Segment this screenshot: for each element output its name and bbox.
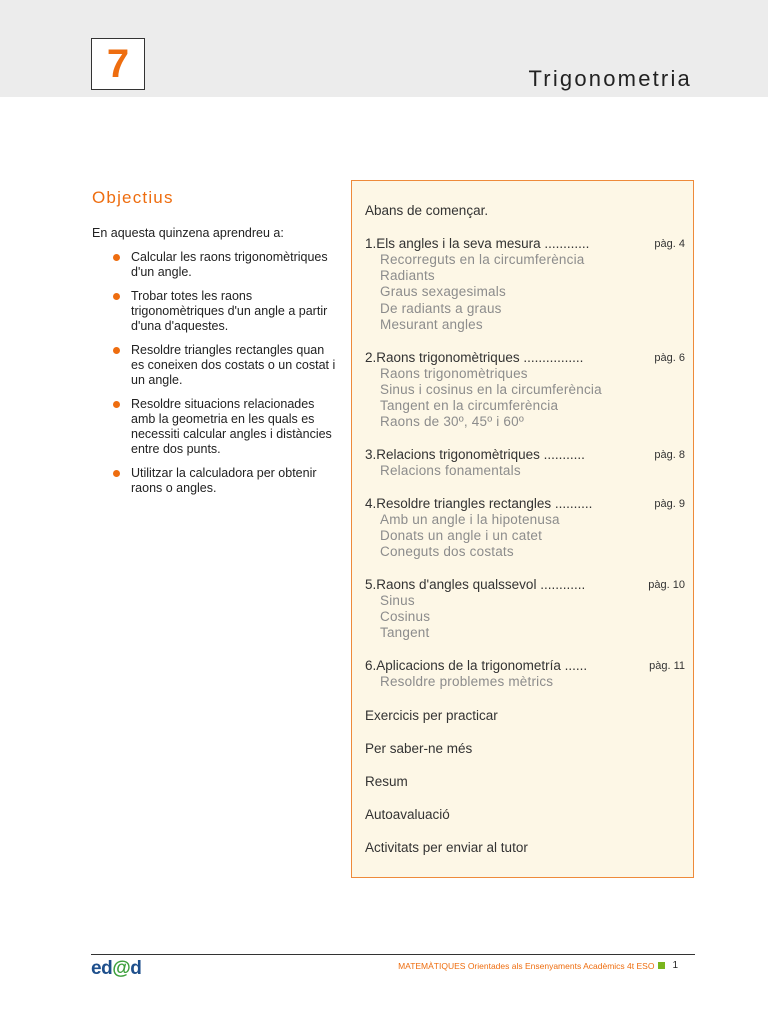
toc-extra-exercises[interactable]: Exercicis per practicar bbox=[365, 708, 498, 723]
footer-rule bbox=[91, 954, 695, 955]
toc-section-title: 2.Raons trigonomètriques ................ bbox=[365, 350, 584, 365]
logo-part: d bbox=[130, 958, 142, 979]
objective-item bbox=[111, 289, 339, 334]
objective-item bbox=[111, 397, 339, 457]
toc-section-2[interactable] bbox=[365, 350, 685, 365]
toc-extra-activities[interactable]: Activitats per enviar al tutor bbox=[365, 840, 528, 855]
toc-subitem[interactable]: Resoldre problemes mètrics bbox=[380, 674, 554, 689]
bullet-icon bbox=[113, 347, 120, 354]
toc-subitem[interactable]: Graus sexagesimals bbox=[380, 284, 506, 299]
chapter-number: 7 bbox=[91, 38, 145, 90]
toc-subitem[interactable]: Recorreguts en la circumferència bbox=[380, 252, 585, 267]
toc-extra-more[interactable]: Per saber-ne més bbox=[365, 741, 473, 756]
objective-text: Resoldre situacions relacionades amb la geometria en les quals es necessiti calcular angles i distàncies entre dos punts. bbox=[131, 397, 332, 456]
toc-subitem[interactable]: Raons de 30º, 45º i 60º bbox=[380, 414, 524, 429]
toc-page-number: pàg. 4 bbox=[654, 238, 685, 250]
objective-item bbox=[111, 250, 339, 280]
toc-section-6[interactable] bbox=[365, 658, 685, 673]
toc-page-number: pàg. 8 bbox=[654, 449, 685, 461]
toc-subitem[interactable]: Radiants bbox=[380, 268, 435, 283]
toc-subitem[interactable]: Sinus i cosinus en la circumferència bbox=[380, 382, 602, 397]
logo-part: ed bbox=[91, 958, 113, 979]
toc-section-5[interactable] bbox=[365, 577, 685, 592]
toc-section-title: 5.Raons d'angles qualssevol ............ bbox=[365, 577, 586, 592]
objectives-list bbox=[111, 250, 339, 505]
logo-ring: @ bbox=[112, 958, 131, 979]
toc-subitem[interactable]: Tangent en la circumferència bbox=[380, 398, 559, 413]
objective-text: Trobar totes les raons trigonomètriques d'un angle a partir d'una d'aquestes. bbox=[131, 289, 328, 333]
page-title: Trigonometria bbox=[528, 66, 692, 91]
toc-section-4[interactable] bbox=[365, 496, 685, 511]
toc-page-number: pàg. 10 bbox=[648, 579, 685, 591]
toc-subitem[interactable]: Relacions fonamentals bbox=[380, 463, 521, 478]
objectives-intro: En aquesta quinzena aprendreu a: bbox=[92, 226, 284, 240]
toc-section-title: 4.Resoldre triangles rectangles .......... bbox=[365, 496, 593, 511]
objective-text: Utilitzar la calculadora per obtenir raons o angles. bbox=[131, 466, 317, 495]
bullet-icon bbox=[113, 401, 120, 408]
bullet-icon bbox=[113, 254, 120, 261]
toc-section-title: 6.Aplicacions de la trigonometría ...... bbox=[365, 658, 588, 673]
page-number: 1 bbox=[672, 960, 678, 971]
toc-before[interactable]: Abans de començar. bbox=[365, 203, 489, 218]
toc-extra-selfassessment[interactable]: Autoavaluació bbox=[365, 807, 450, 822]
toc-subitem[interactable]: Coneguts dos costats bbox=[380, 544, 514, 559]
objectives-heading: Objectius bbox=[92, 188, 174, 207]
objective-item bbox=[111, 343, 339, 388]
toc-subitem[interactable]: Sinus bbox=[380, 593, 415, 608]
toc-subitem[interactable]: Donats un angle i un catet bbox=[380, 528, 543, 543]
objective-text: Calcular les raons trigonomètriques d'un angle. bbox=[131, 250, 328, 279]
toc-subitem[interactable]: Mesurant angles bbox=[380, 317, 483, 332]
bullet-icon bbox=[113, 293, 120, 300]
objective-item bbox=[111, 466, 339, 496]
toc-section-3[interactable] bbox=[365, 447, 685, 462]
toc-extra-summary[interactable]: Resum bbox=[365, 774, 408, 789]
bullet-icon bbox=[113, 470, 120, 477]
toc-subitem[interactable]: Tangent bbox=[380, 625, 430, 640]
toc-page-number: pàg. 11 bbox=[649, 660, 685, 672]
footer-text: MATEMÀTIQUES Orientades als Ensenyaments Acadèmics 4t ESO bbox=[398, 960, 655, 971]
toc-subitem[interactable]: Cosinus bbox=[380, 609, 431, 624]
toc-section-1[interactable] bbox=[365, 236, 685, 251]
footer bbox=[398, 960, 678, 971]
toc-section-title: 1.Els angles i la seva mesura ............ bbox=[365, 236, 590, 251]
toc-subitem[interactable]: Raons trigonomètriques bbox=[380, 366, 528, 381]
square-icon bbox=[658, 962, 665, 969]
edad-logo bbox=[91, 958, 141, 980]
objective-text: Resoldre triangles rectangles quan es coneixen dos costats o un costat i un angle. bbox=[131, 343, 336, 387]
toc-subitem[interactable]: Amb un angle i la hipotenusa bbox=[380, 512, 560, 527]
toc-page-number: pàg. 6 bbox=[654, 352, 685, 364]
table-of-contents bbox=[351, 180, 694, 878]
toc-section-title: 3.Relacions trigonomètriques ........... bbox=[365, 447, 585, 462]
toc-page-number: pàg. 9 bbox=[654, 498, 685, 510]
toc-subitem[interactable]: De radiants a graus bbox=[380, 301, 502, 316]
